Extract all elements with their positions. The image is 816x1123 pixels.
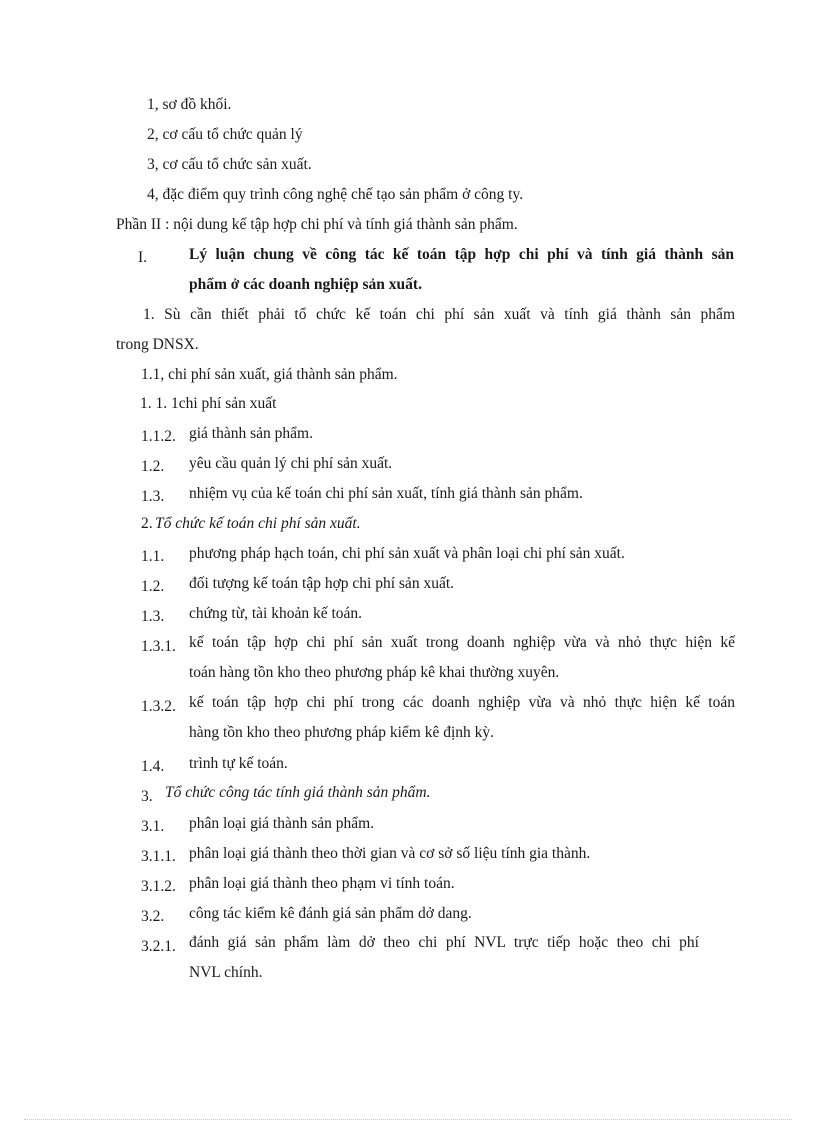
section-heading-cont: phẩm ở các doanh nghiệp sản xuất.	[189, 276, 422, 293]
item-number: 1.1.	[141, 548, 165, 565]
item-text: kế toán tập hợp chi phí sản xuất trong doanh nghiệp vừa và nhỏ thực hiện kế	[189, 634, 735, 651]
item-number: 1.4.	[141, 758, 165, 775]
item-number: 3.2.	[141, 908, 165, 925]
toc-line: 4, đặc điểm quy trình công nghệ chế tạo sản phẩm ở công ty.	[147, 186, 524, 203]
item-text: phân loại giá thành theo phạm vi tính toán.	[189, 875, 455, 892]
item-number: 3.	[141, 788, 153, 805]
item-text: công tác kiểm kê đánh giá sản phẩm dở dang.	[189, 905, 472, 922]
item-text: kế toán tập hợp chi phí trong các doanh nghiệp vừa và nhỏ thực hiện kế toán	[189, 694, 735, 711]
item-text: chứng từ, tài khoản kế toán.	[189, 605, 363, 622]
toc-line-cont: trong DNSX.	[116, 336, 199, 353]
item-number: 1.2.	[141, 578, 165, 595]
part-heading: Phần II : nội dung kế tập hợp chi phí và tính giá thành sản phẩm.	[116, 216, 518, 233]
toc-line: 2, cơ cấu tổ chức quản lý	[147, 126, 303, 143]
item-text: phân loại giá thành theo thời gian và cơ sở số liệu tính gia thành.	[189, 845, 591, 862]
toc-line: 1. Sù cần thiết phải tổ chức kế toán chi phí sản xuất và tính giá thành sản phẩm	[143, 306, 735, 323]
item-text-cont: NVL chính.	[189, 964, 263, 981]
item-number: 1.3.	[141, 608, 165, 625]
item-text: yêu cầu quản lý chi phí sản xuất.	[189, 455, 393, 472]
item-number: 1.1.2.	[141, 428, 176, 445]
toc-line: 3, cơ cấu tổ chức sản xuất.	[147, 156, 312, 173]
item-text: trình tự kế toán.	[189, 755, 288, 772]
toc-line: 1, sơ đồ khối.	[147, 96, 232, 113]
item-text: nhiệm vụ của kế toán chi phí sản xuất, tính giá thành sản phẩm.	[189, 485, 583, 502]
item-text: giá thành sản phẩm.	[189, 425, 313, 442]
subsection-heading: Tổ chức kế toán chi phí sản xuất.	[155, 515, 361, 532]
item-text: phân loại giá thành sản phẩm.	[189, 815, 375, 832]
item-text: đối tượng kế toán tập hợp chi phí sản xuất.	[189, 575, 454, 592]
item-number: 3.1.	[141, 818, 165, 835]
item-number: 1.3.2.	[141, 698, 176, 715]
item-number: 1.3.1.	[141, 638, 176, 655]
item-text-cont: hàng tồn kho theo phương pháp kiểm kê định kỳ.	[189, 724, 495, 741]
toc-line: 1.1, chi phí sản xuất, giá thành sản phẩm.	[141, 366, 398, 383]
page-edge-rule	[24, 1119, 792, 1120]
subsection-heading: Tổ chức công tác tính giá thành sản phẩm.	[165, 784, 431, 801]
toc-line: 1. 1. 1chi phí sản xuất	[140, 395, 277, 412]
item-number: 1.3.	[141, 488, 165, 505]
item-number: 3.2.1.	[141, 938, 176, 955]
item-number: 3.1.1.	[141, 848, 176, 865]
item-number: 2.	[141, 515, 153, 532]
item-text: đánh giá sản phẩm làm dở theo chi phí NVL trực tiếp hoặc theo chi phí	[189, 934, 699, 951]
item-number: 3.1.2.	[141, 878, 176, 895]
item-number: 1.2.	[141, 458, 165, 475]
section-heading: Lý luận chung về công tác kế toán tập hợp chi phí và tính giá thành sản	[189, 246, 734, 263]
section-number: I.	[138, 249, 148, 266]
item-text: phương pháp hạch toán, chi phí sản xuất và phân loại chi phí sản xuất.	[189, 545, 625, 562]
item-text-cont: toán hàng tồn kho theo phương pháp kê khai thường xuyên.	[189, 664, 560, 681]
